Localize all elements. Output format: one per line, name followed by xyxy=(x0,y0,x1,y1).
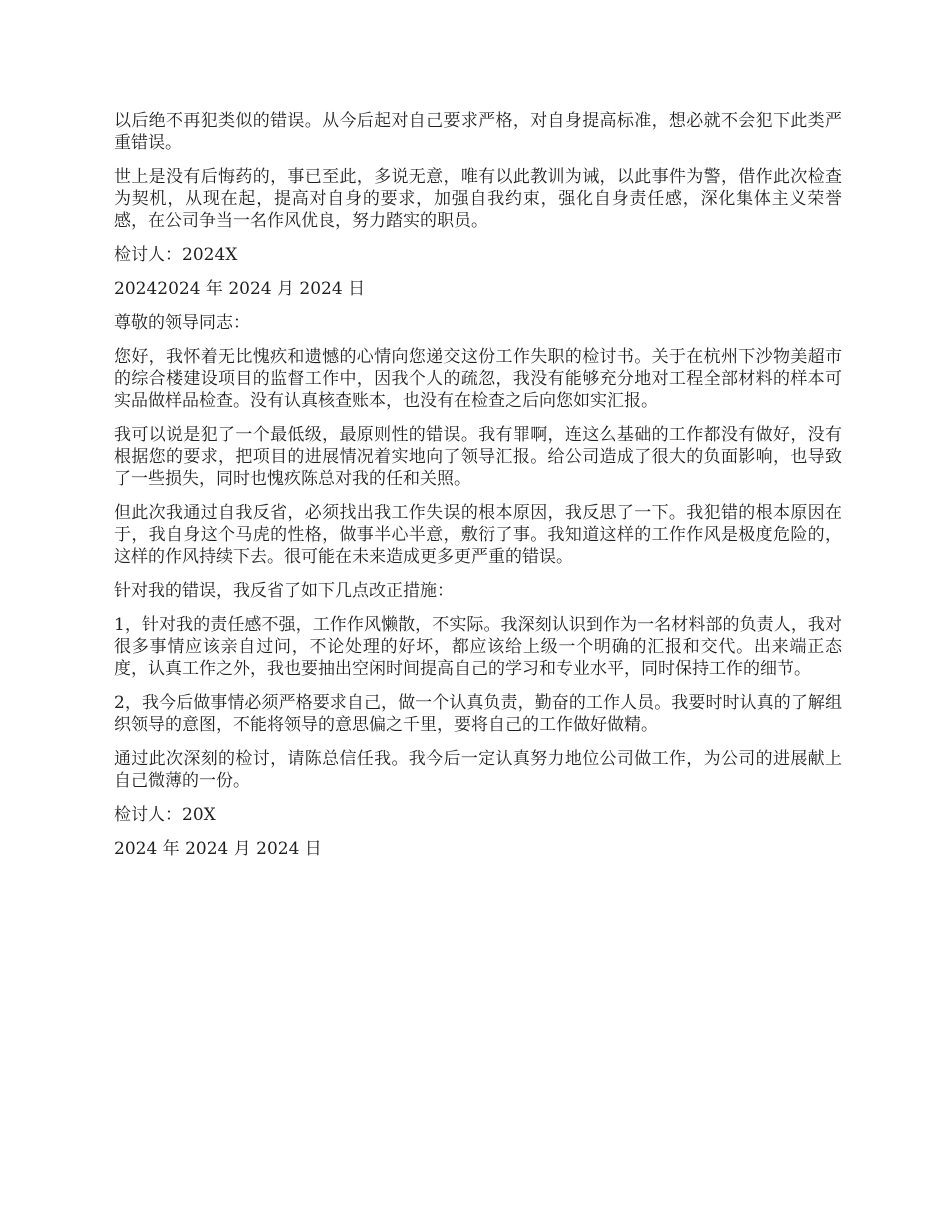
paragraph-6: 针对我的错误，我反省了如下几点改正措施： xyxy=(114,581,454,601)
document-body xyxy=(114,110,842,872)
paragraph-5: 但此次我通过自我反省，必须找出我工作失误的根本原因，我反思了一下。我犯错的根本原因在于，我自身这个马虎的性格，做事半心半意，敷衍了事。我知道这样的工作作风是极度危险的，这样的作风持续下去。很可能在未来造成更多更严重的错误。 xyxy=(114,503,842,567)
measure-2: 2，我今后做事情必须严格要求自己，做一个认真负责，勤奋的工作人员。我要时时认真的了解组织领导的意图，不能将领导的意思偏之千里，要将自己的工作做好做精。 xyxy=(114,693,842,735)
signature-line-1: 检讨人：2024X xyxy=(114,245,238,265)
paragraph-3: 您好，我怀着无比愧疚和遗憾的心情向您递交这份工作失职的检讨书。关于在杭州下沙物美超市的综合楼建设项目的监督工作中，因我个人的疏忽，我没有能够充分地对工程全部材料的样本可实品做样品检查。没有认真核查账本，也没有在检查之后向您如实汇报。 xyxy=(114,347,842,411)
measure-1: 1，针对我的责任感不强，工作作风懒散，不实际。我深刻认识到作为一名材料部的负责人，我对很多事情应该亲自过问，不论处理的好坏，都应该给上级一个明确的汇报和交代。出来端正态度，认真工作之外，我也要抽出空闲时间提高自己的学习和专业水平，同时保持工作的细节。 xyxy=(114,615,842,679)
paragraph-1: 以后绝不再犯类似的错误。从今后起对自己要求严格，对自身提高标准，想必就不会犯下此类严重错误。 xyxy=(114,111,842,153)
paragraph-2: 世上是没有后悔药的，事已至此，多说无意，唯有以此教训为诫，以此事件为警，借作此次检查为契机，从现在起，提高对自身的要求，加强自我约束，强化自身责任感，深化集体主义荣誉感，在公司争当一名作风优良，努力踏实的职员。 xyxy=(114,167,842,231)
salutation: 尊敬的领导同志： xyxy=(114,313,250,333)
paragraph-7: 通过此次深刻的检讨，请陈总信任我。我今后一定认真努力地位公司做工作，为公司的进展献上自己微薄的一份。 xyxy=(114,749,842,791)
date-line-1: 20242024 年 2024 月 2024 日 xyxy=(114,279,366,299)
signature-line-2: 检讨人：20X xyxy=(114,805,216,825)
date-line-2: 2024 年 2024 月 2024 日 xyxy=(114,839,322,859)
paragraph-4: 我可以说是犯了一个最低级，最原则性的错误。我有罪啊，连这么基础的工作都没有做好，没有根据您的要求，把项目的进展情况着实地向了领导汇报。给公司造成了很大的负面影响，也导致了一些损失，同时也愧疚陈总对我的任和关照。 xyxy=(114,425,842,489)
